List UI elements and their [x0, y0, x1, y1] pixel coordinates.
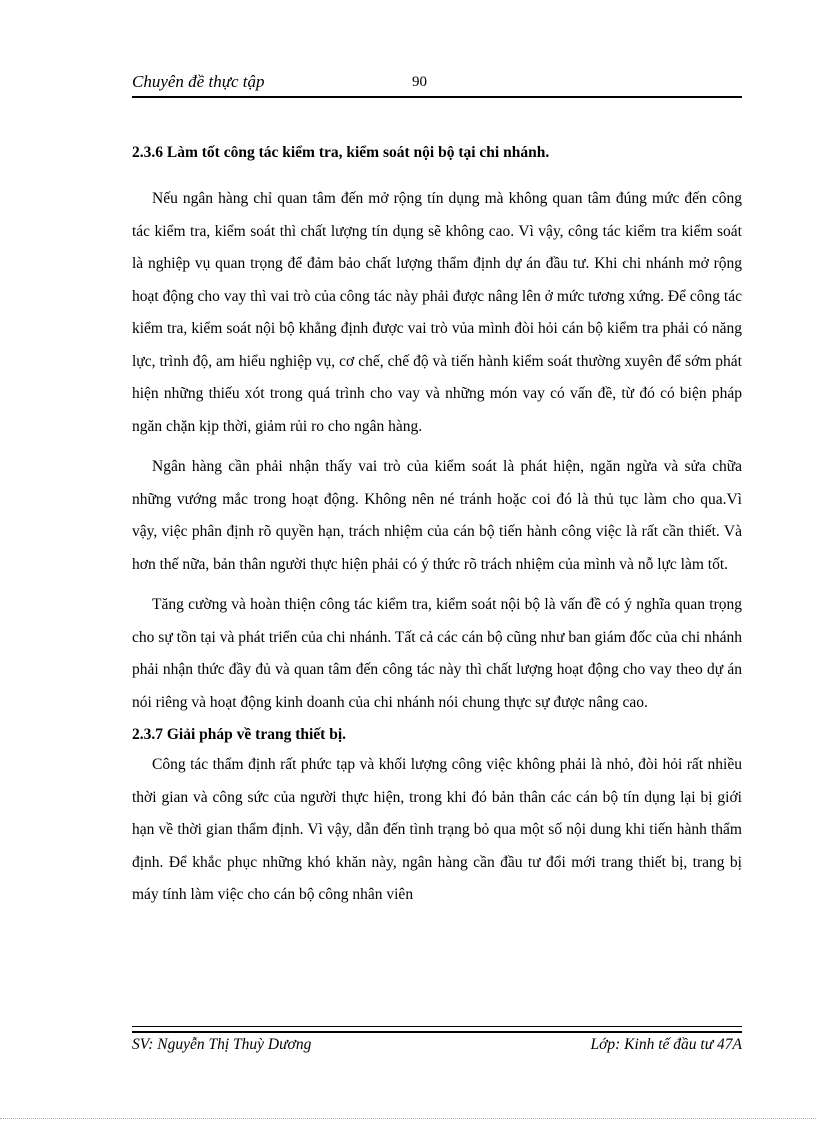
- header-rule: [132, 96, 742, 98]
- paragraph: Nếu ngân hàng chỉ quan tâm đến mở rộng tín dụng mà không quan tâm đúng mức đến công tác kiểm tra, kiểm soát thì chất lượng tín dụng sẽ không cao. Vì vậy, công tác kiểm tra kiểm soát là nghiệp vụ quan trọng để đảm bảo chất lượng thẩm định dự án đầu tư. Khi chi nhánh mở rộng hoạt động cho vay thì vai trò của công tác này phải được nâng lên ở mức tương xứng. Để công tác kiểm tra, kiểm soát nội bộ khẳng định được vai trò vủa mình đòi hỏi cán bộ kiểm tra phải có năng lực, trình độ, am hiểu nghiệp vụ, cơ chế, chế độ và tiến hành kiểm soát thường xuyên để sớm phát hiện những thiếu xót trong quá trình cho vay và những món vay có vấn đề, từ đó có biện pháp ngăn chặn kịp thời, giảm rủi ro cho ngân hàng.: [132, 190, 742, 435]
- page-edge-divider: [0, 1118, 816, 1119]
- page-header: [132, 72, 742, 94]
- footer-rule: [132, 1026, 742, 1033]
- section-heading-2-3-6: 2.3.6 Làm tốt công tác kiểm tra, kiểm soát nội bộ tại chi nhánh.: [132, 144, 550, 161]
- paragraph: Công tác thẩm định rất phức tạp và khối lượng công việc không phải là nhỏ, đòi hỏi rất nhiều thời gian và công sức của người thực hiện, trong khi đó bản thân các cán bộ tín dụng lại bị giới hạn về thời gian thẩm định. Vì vậy, dẫn đến tình trạng bỏ qua một số nội dung khi tiến hành thẩm định. Để khắc phục những khó khăn này, ngân hàng cần đầu tư đổi mới trang thiết bị, trang bị máy tính làm việc cho cán bộ công nhân viên: [132, 756, 742, 903]
- paragraph: Tăng cường và hoàn thiện công tác kiểm tra, kiểm soát nội bộ là vấn đề có ý nghĩa quan trọng cho sự tồn tại và phát triển của chi nhánh. Tất cả các cán bộ cũng như ban giám đốc của chi nhánh phải nhận thức đầy đủ và quan tâm đến công tác này thì chất lượng hoạt động cho vay theo dự án nói riêng và hoạt động kinh doanh của chi nhánh nói chung thực sự được nâng cao.: [132, 596, 742, 711]
- footer-student: SV: Nguyễn Thị Thuỳ Dương: [132, 1036, 312, 1053]
- page-body: [132, 143, 742, 912]
- page-footer: [132, 1036, 742, 1056]
- footer-class: Lớp: Kinh tế đầu tư 47A: [590, 1036, 742, 1053]
- paragraph: Ngân hàng cần phải nhận thấy vai trò của kiểm soát là phát hiện, ngăn ngừa và sửa chữa những vướng mắc trong hoạt động. Không nên né tránh hoặc coi đó là thủ tục làm cho qua.Vì vậy, việc phân định rõ quyền hạn, trách nhiệm của cán bộ tiến hành công việc là rất cần thiết. Và hơn thế nữa, bản thân người thực hiện phải có ý thức rõ trách nhiệm của mình và nỗ lực làm tốt.: [132, 458, 742, 573]
- section-heading-2-3-7: 2.3.7 Giải pháp về trang thiết bị.: [132, 726, 347, 743]
- page-number: 90: [412, 74, 427, 90]
- header-title: Chuyên đề thực tập: [132, 72, 265, 91]
